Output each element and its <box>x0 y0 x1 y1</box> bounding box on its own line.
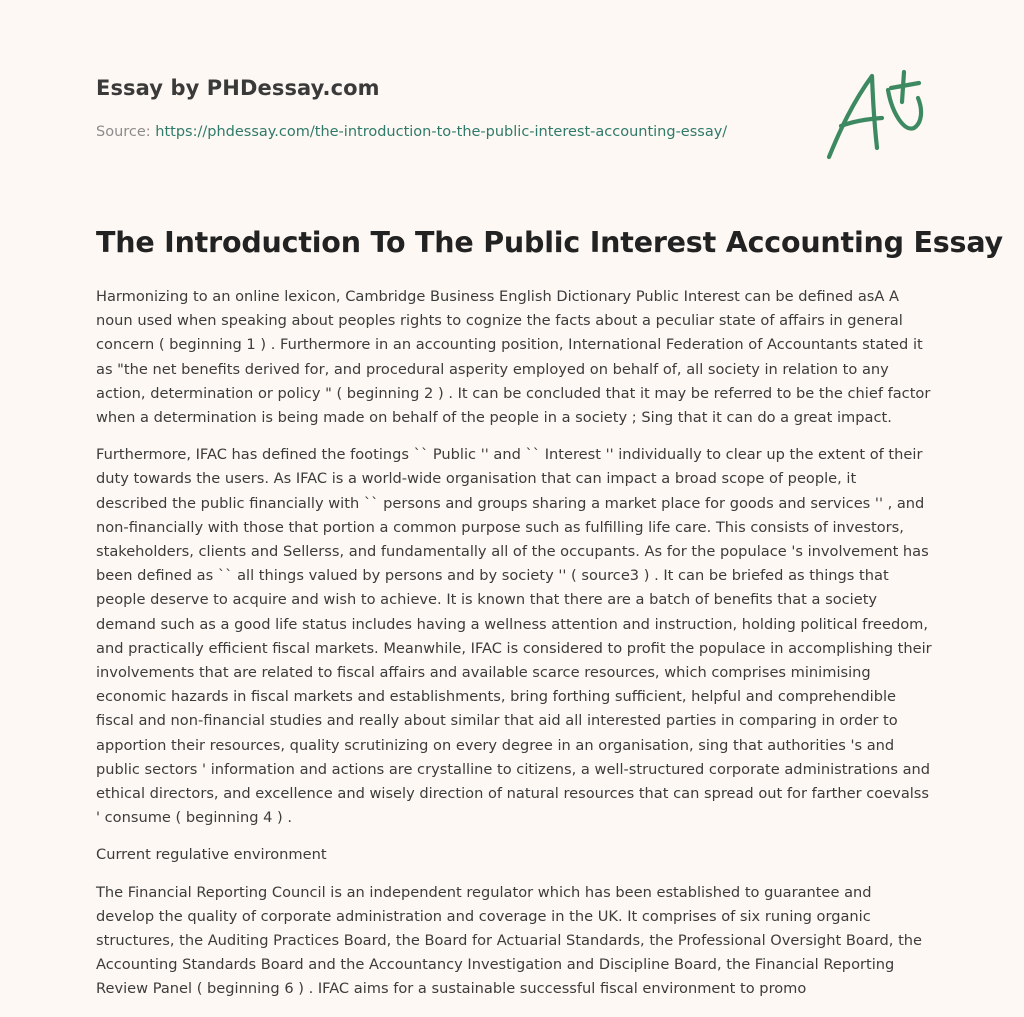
essay-body <box>96 285 932 1015</box>
section-heading: Current regulative environment <box>96 846 327 864</box>
essay-paragraph: Harmonizing to an online lexicon, Cambridge Business English Dictionary Public Interest can be defined asA A noun used when speaking about peoples rights to cognize the facts about a peculiar state of affairs in general concern ( beginning 1 ) . Furthermore in an accounting position, International Federation of Accountants stated it as "the net benefits derived for, and procedural asperity employed on behalf of, all society in relation to any action, determination or policy " ( beginning 2 ) . It can be concluded that it may be referred to be the chief factor when a determination is being made on behalf of the people in a society ; Sing that it can do a great impact. <box>96 288 931 427</box>
essay-paragraph: Furthermore, IFAC has defined the footings `` Public '' and `` Interest '' individually to clear up the extent of their duty towards the users. As IFAC is a world-wide organisation that can impact a broad scope of people, it described the public financially with `` persons and groups sharing a market place for goods and services '' , and non-financially with those that portion a common purpose such as fulfilling life care. This consists of investors, stakeholders, clients and Sellerss, and fundamentally all of the occupants. As for the populace 's involvement has been defined as `` all things valued by persons and by society '' ( source3 ) . It can be briefed as things that people deserve to acquire and wish to achieve. It is known that there are a batch of benefits that a society demand such as a good life status includes having a wellness attention and instruction, holding political freedom, and practically efficient fiscal markets. Meanwhile, IFAC is considered to profit the populace in accomplishing their involvements that are related to fiscal affairs and available scarce resources, which comprises minimising economic hazards in fiscal markets and establishments, bring forthing sufficient, helpful and comprehendible fiscal and non-financial studies and really about similar that aid all interested parties in comparing in order to apportion their resources, quality scrutinizing on every degree in an organisation, sing that authorities 's and public sectors ' information and actions are crystalline to citizens, a well-structured corporate administrations and ethical directors, and excellence and wisely direction of natural resources that can spread out for farther coevalss ' consume ( beginning 4 ) . <box>96 446 932 827</box>
essay-paragraph: The Financial Reporting Council is an independent regulator which has been established to guarantee and develop the quality of corporate administration and coverage in the UK. It comprises of six runing organic structures, the Auditing Practices Board, the Board for Actuarial Standards, the Professional Oversight Board, the Accounting Standards Board and the Accountancy Investigation and Discipline Board, the Financial Reporting Review Panel ( beginning 6 ) . IFAC aims for a sustainable successful fiscal environment to promo <box>96 883 923 998</box>
source-line <box>96 124 727 140</box>
source-link[interactable]: https://phdessay.com/the-introduction-to-the-public-interest-accounting-essay/ <box>155 124 728 140</box>
essay-title: The Introduction To The Public Interest Accounting Essay <box>96 226 1003 259</box>
site-title: Essay by PHDessay.com <box>96 76 380 100</box>
a-plus-grade-icon <box>820 68 930 164</box>
source-label: Source: <box>96 124 151 140</box>
